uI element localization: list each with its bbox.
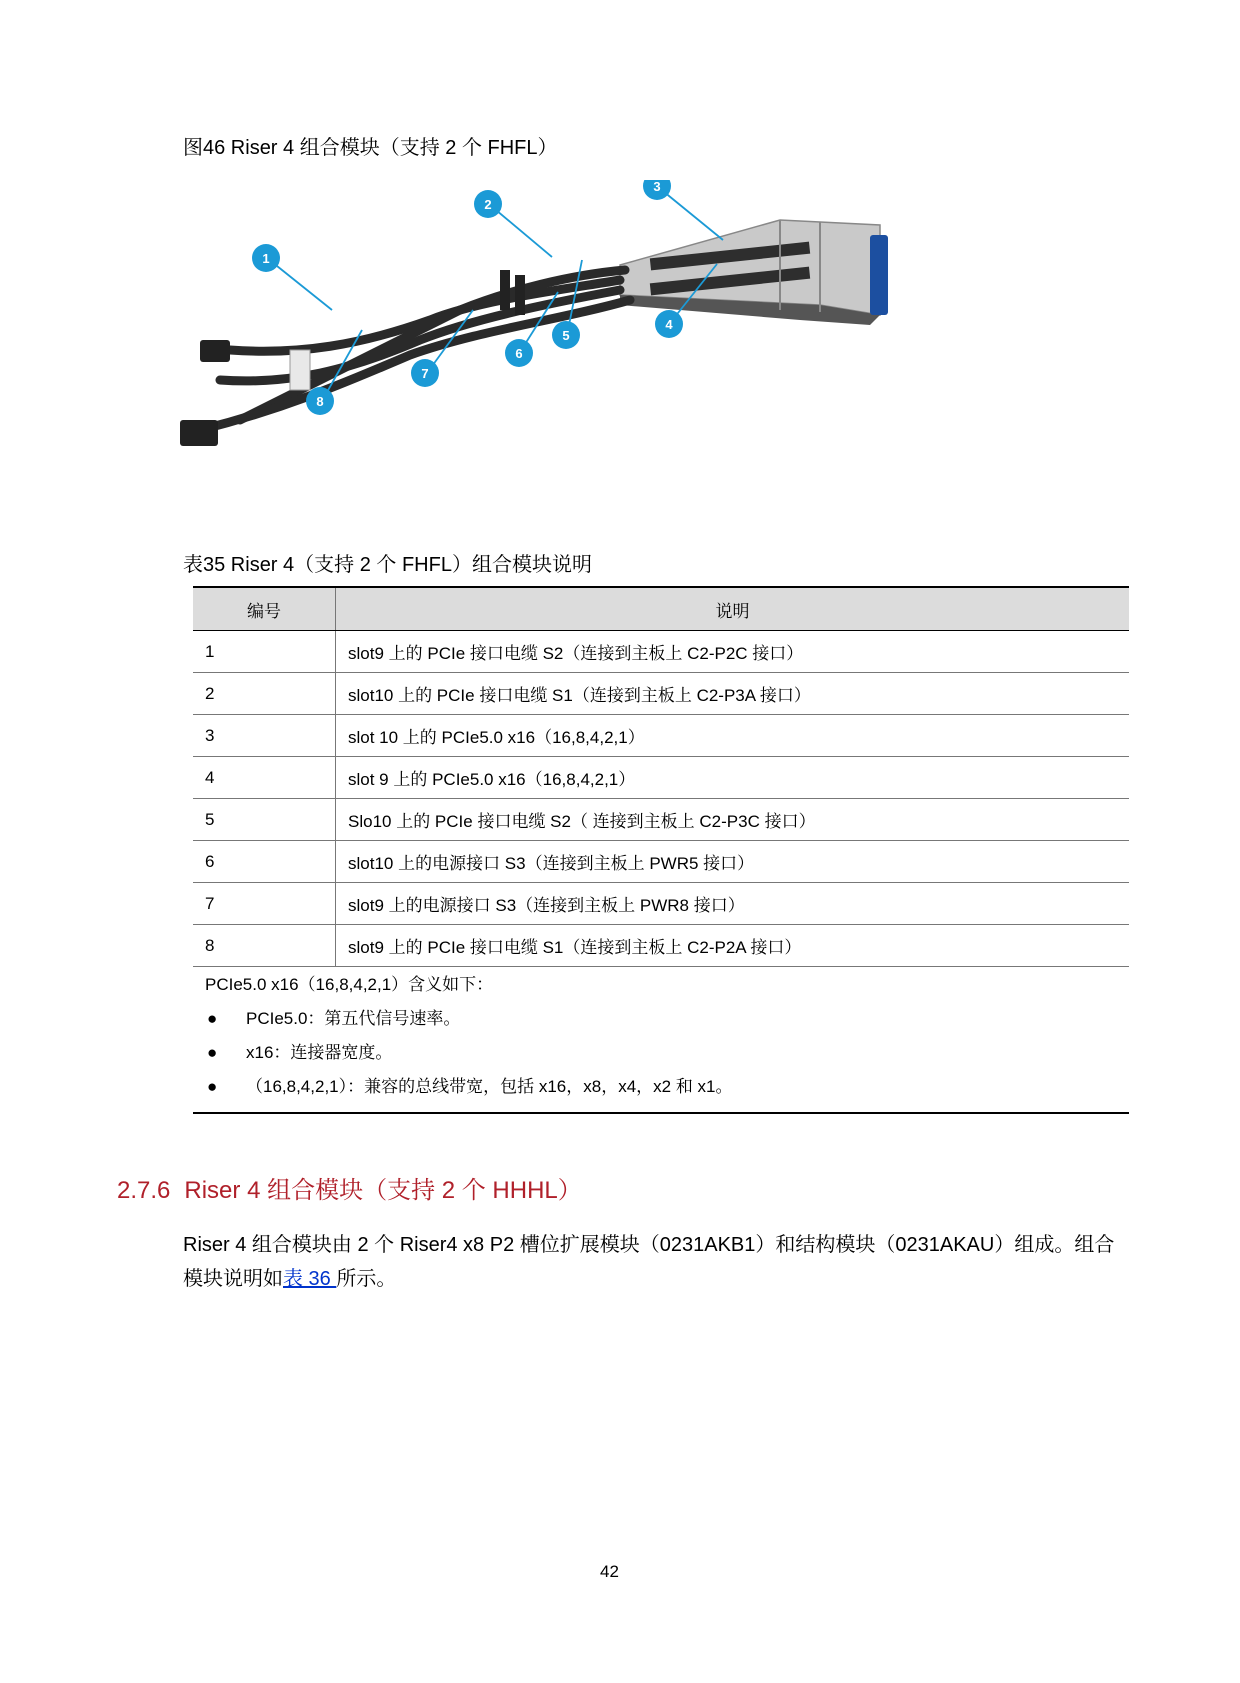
row-description: Slo10 上的 PCIe 接口电缆 S2（ 连接到主板上 C2-P3C 接口） <box>336 799 1130 841</box>
row-number: 8 <box>193 925 336 967</box>
row-description: slot9 上的 PCIe 接口电缆 S2（连接到主板上 C2-P2C 接口） <box>336 631 1130 673</box>
callout-8 <box>306 387 334 415</box>
row-description: slot 9 上的 PCIe5.0 x16（16,8,4,2,1） <box>336 757 1130 799</box>
callout-5 <box>552 321 580 349</box>
section-heading <box>117 1170 582 1205</box>
callout-4 <box>655 310 683 338</box>
notes-intro: PCIe5.0 x16（16,8,4,2,1）含义如下： <box>205 975 494 994</box>
bullet-icon: ● <box>207 1009 218 1028</box>
table-caption: 表35 Riser 4（支持 2 个 FHFL）组合模块说明 <box>183 554 592 576</box>
row-number: 5 <box>193 799 336 841</box>
callout-3 <box>643 180 671 200</box>
svg-text:7: 7 <box>421 366 429 381</box>
row-number: 1 <box>193 631 336 673</box>
section-number: 2.7.6 <box>117 1177 171 1204</box>
table-36-link[interactable]: 表 36 <box>283 1268 337 1290</box>
svg-text:5: 5 <box>562 328 570 343</box>
row-description: slot9 上的 PCIe 接口电缆 S1（连接到主板上 C2-P2A 接口） <box>336 925 1130 967</box>
row-number: 7 <box>193 883 336 925</box>
row-number: 2 <box>193 673 336 715</box>
table-row <box>193 673 1129 715</box>
header-description: 说明 <box>336 587 1130 631</box>
callout-1 <box>252 244 280 272</box>
table-notes <box>193 968 1129 1114</box>
callout-2 <box>474 190 502 218</box>
callout-6 <box>505 339 533 367</box>
table-row <box>193 757 1129 799</box>
row-number: 4 <box>193 757 336 799</box>
cable-label <box>290 350 310 390</box>
riser-connector <box>870 235 888 315</box>
table-header-row <box>193 587 1129 631</box>
section-paragraph: Riser 4 组合模块由 2 个 Riser4 x8 P2 槽位扩展模块（0231AKB1）和结构模块（0231AKAU）组成。组合模块说明如表 36 所示。 <box>183 1234 1115 1290</box>
callout-7 <box>411 359 439 387</box>
list-item: ● PCIe5.0：第五代信号速率。 <box>193 1002 1129 1036</box>
row-description: slot10 上的电源接口 S3（连接到主板上 PWR5 接口） <box>336 841 1130 883</box>
riser-module-figure <box>180 180 960 500</box>
table-row <box>193 925 1129 967</box>
svg-text:1: 1 <box>262 251 270 266</box>
cable-bundle <box>200 270 630 430</box>
bullet-icon: ● <box>207 1043 218 1062</box>
svg-text:8: 8 <box>316 394 324 409</box>
table-row <box>193 799 1129 841</box>
spec-table <box>193 586 1129 967</box>
svg-text:4: 4 <box>665 317 673 332</box>
svg-text:2: 2 <box>484 197 492 212</box>
row-description: slot 10 上的 PCIe5.0 x16（16,8,4,2,1） <box>336 715 1130 757</box>
list-item: ● x16：连接器宽度。 <box>193 1036 1129 1070</box>
riser-bracket <box>620 220 888 325</box>
bullet-icon: ● <box>207 1077 218 1096</box>
table-row <box>193 841 1129 883</box>
section-title: Riser 4 组合模块（支持 2 个 HHHL） <box>184 1177 582 1204</box>
table-row <box>193 883 1129 925</box>
svg-text:3: 3 <box>653 180 661 194</box>
table-row <box>193 631 1129 673</box>
header-number: 编号 <box>193 587 336 631</box>
row-description: slot9 上的电源接口 S3（连接到主板上 PWR8 接口） <box>336 883 1130 925</box>
table-row <box>193 715 1129 757</box>
row-description: slot10 上的 PCIe 接口电缆 S1（连接到主板上 C2-P3A 接口） <box>336 673 1130 715</box>
figure-caption: 图46 Riser 4 组合模块（支持 2 个 FHFL） <box>183 137 558 159</box>
svg-text:6: 6 <box>515 346 523 361</box>
row-number: 6 <box>193 841 336 883</box>
row-number: 3 <box>193 715 336 757</box>
page-number: 42 <box>600 1562 619 1581</box>
list-item: ● （16,8,4,2,1）：兼容的总线带宽，包括 x16，x8，x4，x2 和 x1。 <box>193 1070 1129 1104</box>
